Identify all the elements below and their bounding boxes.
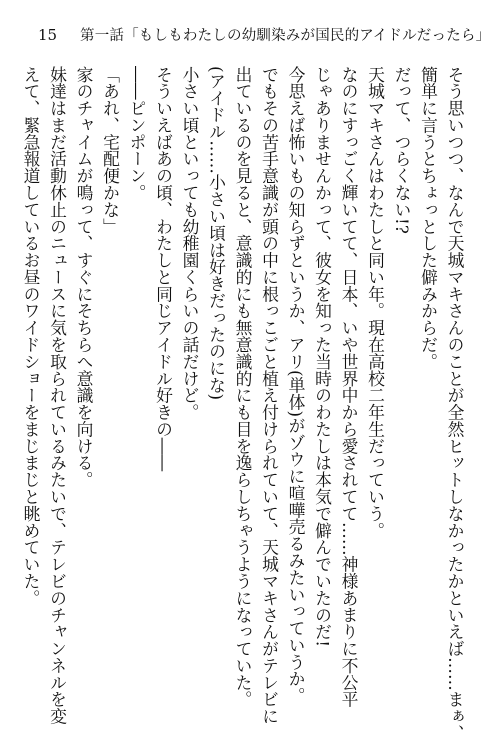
text-line: ――ピンポーン。 bbox=[127, 66, 147, 202]
text-line: 小さい頃といっても幼稚園くらいの話だけど。 bbox=[180, 66, 200, 421]
page-number: 15 bbox=[38, 26, 58, 44]
text-line: えて、緊急報道しているお昼のワイドショーをまじまじと眺めていた。 bbox=[21, 66, 41, 607]
text-line: 妹達はまだ活動休止のニュースに気を取られているみたいで、テレビのチャンネルを変 bbox=[47, 66, 68, 725]
text-line: 今思えば怖いもの知らずというか、アリ(単体)がゾウに喧嘩売るみたいっていうか。 bbox=[286, 66, 306, 705]
body-text bbox=[21, 66, 468, 742]
running-header: 第一話「もしもわたしの幼馴染みが国民的アイドルだったら」 bbox=[80, 28, 491, 44]
text-line: (アイドル……小さい頃は好きだったのにな) bbox=[206, 66, 227, 401]
text-line: でもその苦手意識が頭の中に根っこごと植え付けられていて、天城マキさんがテレビに bbox=[259, 66, 280, 725]
text-line: だって、つらくない!? bbox=[392, 66, 412, 234]
text-line: 天城マキさんはわたしと同い年。現在高校二年生だっていう。 bbox=[365, 66, 386, 539]
text-line: 出ているのを見ると、意識的にも無意識的にも目を逸らしちゃうようになっていた。 bbox=[233, 66, 253, 708]
text-line: そういえばあの頃、わたしと同じアイドル好きの―― bbox=[153, 66, 174, 472]
text-line: そう思いつつ、なんで天城マキさんのことが全然ヒットしなかったかといえば……まぁ、 bbox=[445, 66, 465, 742]
text-line: 簡単に言うとちょっとした僻みからだ。 bbox=[418, 66, 439, 371]
text-line: 「あれ、宅配便かな」 bbox=[100, 66, 121, 235]
text-line: 家のチャイムが鳴って、すぐにそちらへ意識を向ける。 bbox=[74, 66, 94, 489]
text-line: じゃありませんかって、彼女を知った当時のわたしは本気で僻んでいたのだ! bbox=[312, 66, 333, 648]
text-line: なのにすっごく輝いてて、日本、いや世界中から愛されてて……神様あまりに不公平 bbox=[339, 66, 359, 708]
